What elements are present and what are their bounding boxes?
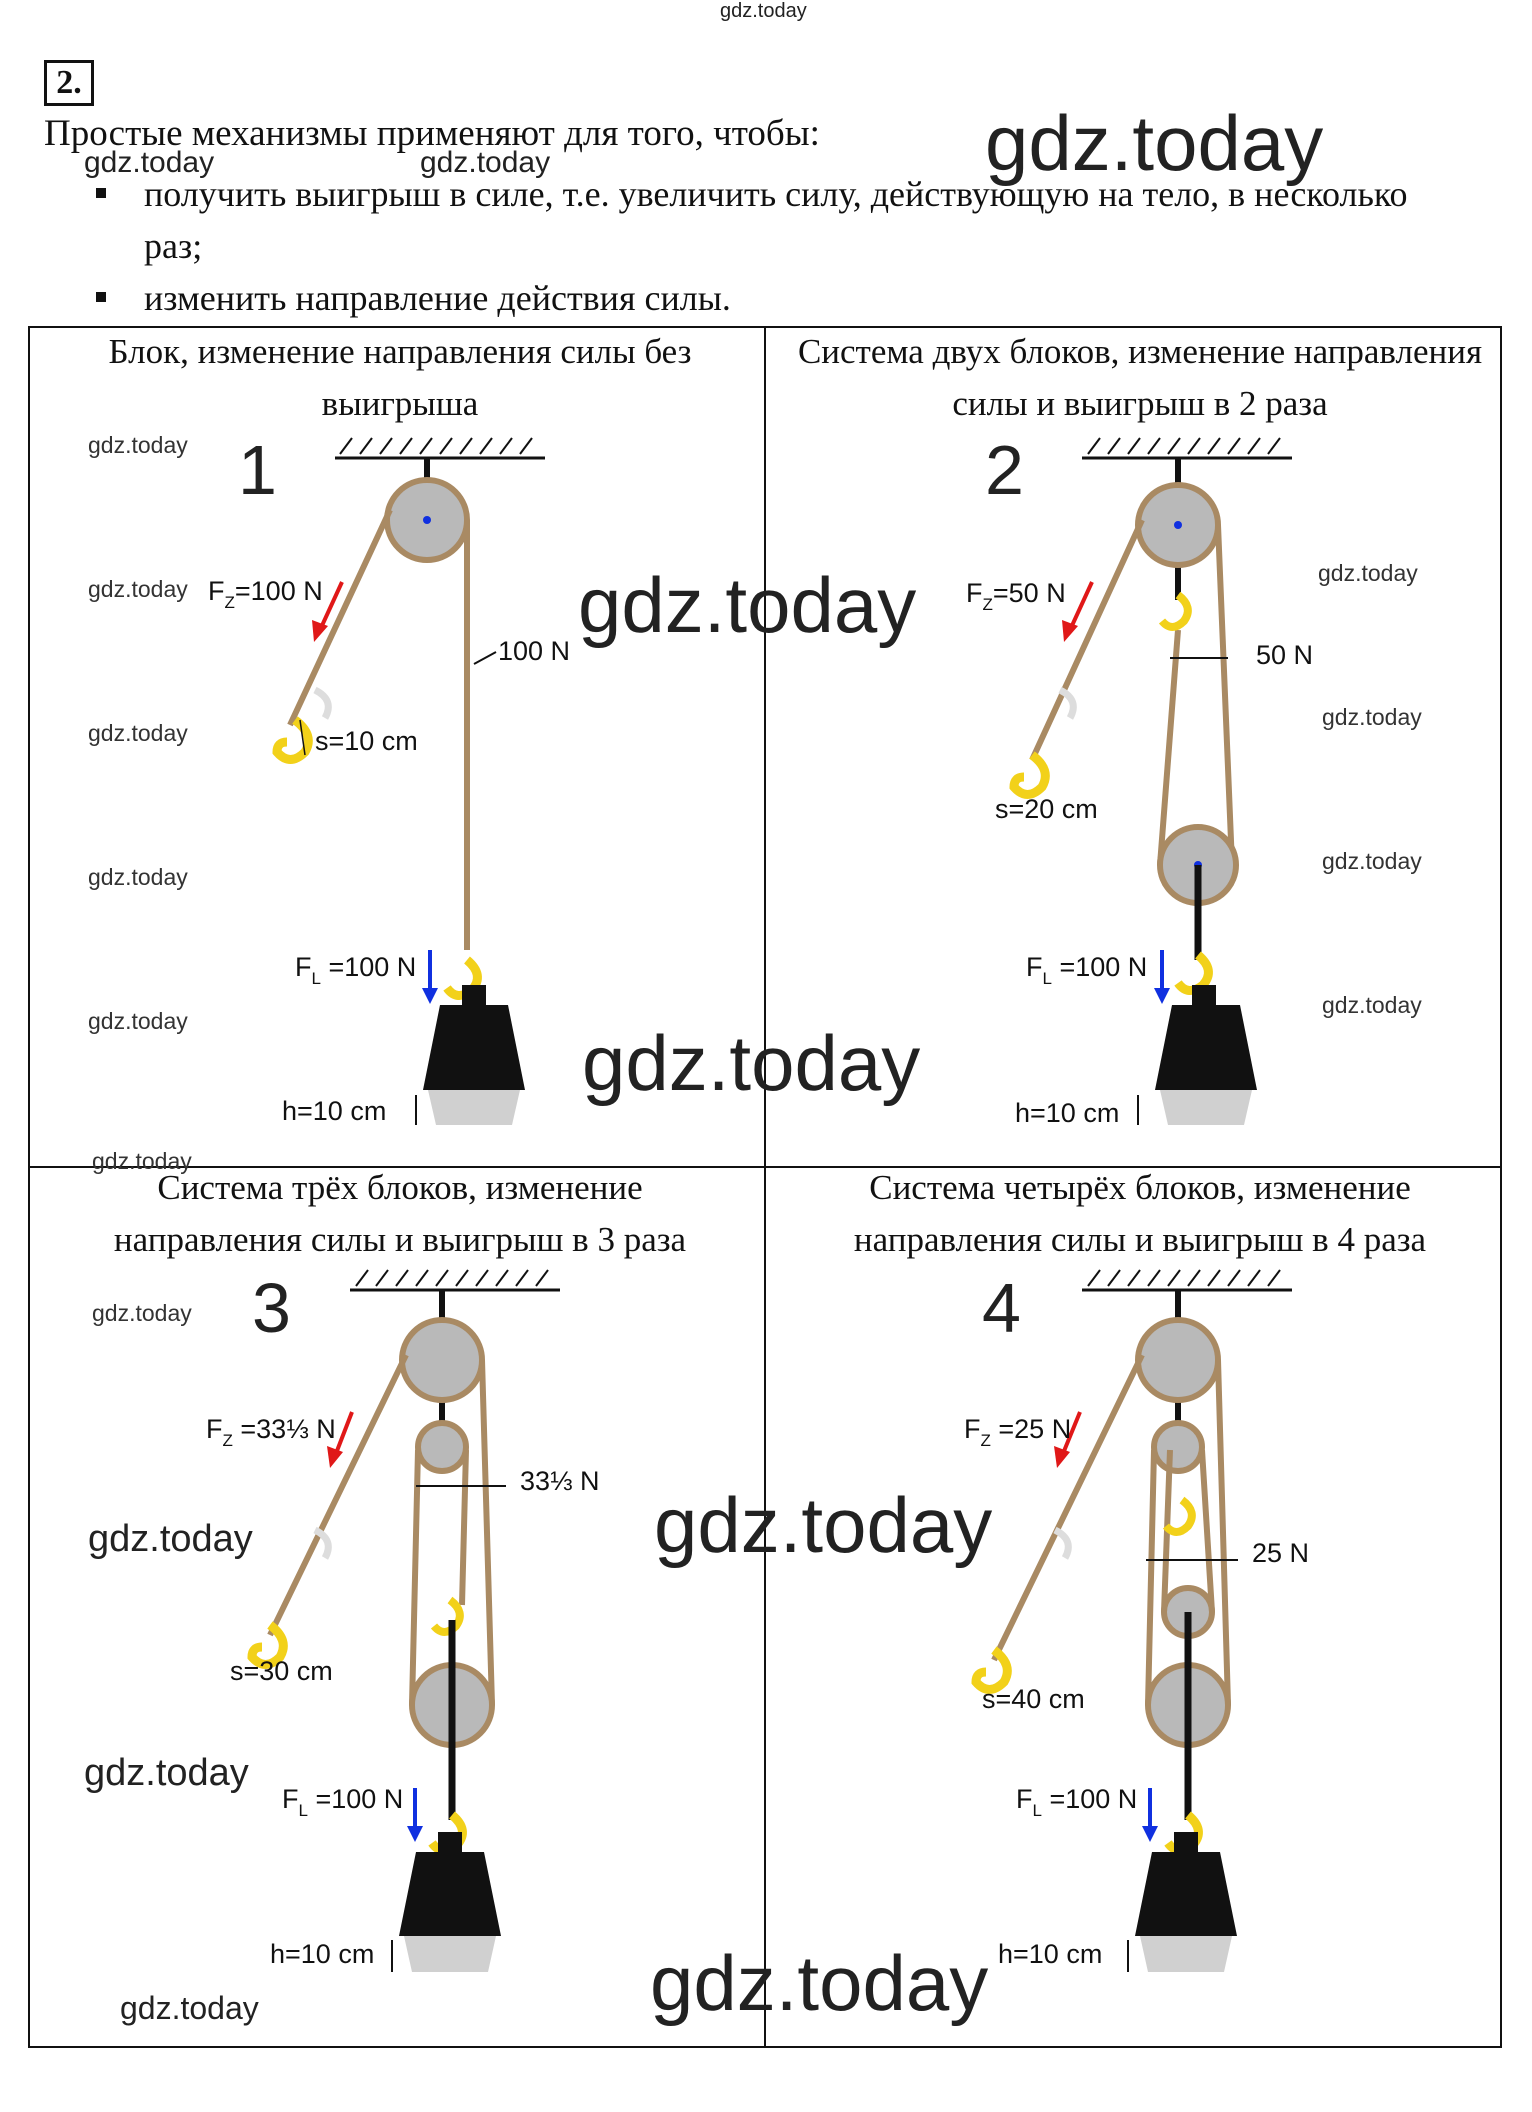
pulley-fixed: [402, 1320, 482, 1400]
watermark: gdz.today: [1322, 992, 1422, 1018]
panel-2-rope-label: 50 N: [1256, 640, 1314, 670]
panel-1-h-label: h=10 cm: [282, 1096, 387, 1126]
bullet-item-1: [96, 168, 1476, 278]
watermark: gdz.today: [1322, 704, 1422, 730]
panel-3-s-label: s=30 cm: [230, 1656, 333, 1686]
panel-3-rope-label: 33⅓ N: [520, 1466, 600, 1496]
force-arrow-red: [335, 1412, 352, 1456]
weight: [423, 1005, 525, 1090]
weight-shadow: [1140, 1936, 1232, 1972]
panel-1-fl-label: $F_L =100$ N: [295, 952, 417, 988]
rope: [994, 1355, 1228, 1705]
watermark: gdz.today: [92, 1300, 192, 1326]
hook-icon: [1014, 755, 1045, 795]
panel-3-h-label: h=10 cm: [270, 1939, 375, 1969]
panel-4-number: 4: [982, 1269, 1021, 1347]
panel-2-fl-label: $F_L =100$ N: [1026, 952, 1148, 988]
bullet-marker: [96, 292, 106, 302]
watermark: gdz.today: [88, 432, 188, 458]
hook-icon: [1162, 595, 1188, 627]
watermark: gdz.today: [88, 864, 188, 890]
top-watermark: gdz.today: [720, 0, 807, 22]
bullet-text: получить выигрыш в силе, т.е. увеличить силу, действующую на тело, в несколько раз;: [144, 174, 1408, 266]
panel-4-fl-label: $F_L =100$ N: [1016, 1784, 1138, 1820]
weight-shadow: [428, 1090, 520, 1125]
panel-4-title: Система четырёх блоков, изменение направления силы и выигрыш в 4 раза: [853, 1168, 1427, 1259]
task-number: 2.: [44, 60, 94, 106]
weight-shadow: [404, 1936, 496, 1972]
rope: [270, 1355, 492, 1705]
bullet-item-2: [96, 272, 1476, 328]
panel-4-h-label: h=10 cm: [998, 1939, 1103, 1969]
panel-4-s-label: s=40 cm: [982, 1684, 1085, 1714]
weight: [1135, 1852, 1237, 1936]
watermark-large: gdz.today: [578, 561, 917, 649]
panel-1-rope-label: 100 N: [498, 636, 571, 666]
panel-3-diagram: [30, 1260, 760, 2040]
hook-icon: [434, 1600, 460, 1632]
pulley-fixed-small: [418, 1423, 466, 1471]
weight-shadow: [1160, 1090, 1252, 1125]
watermark: gdz.today: [1322, 848, 1422, 874]
hook-ghost-icon: [1055, 1530, 1068, 1558]
panel-2-fz-label: $F_Z=50$ N: [966, 578, 1066, 614]
panel-1-number: 1: [238, 431, 277, 509]
weight: [1155, 1005, 1257, 1090]
watermark: gdz.today: [88, 720, 188, 746]
bullet-marker: [96, 188, 106, 198]
force-arrow-red: [1070, 582, 1092, 630]
watermark-large: gdz.today: [582, 1019, 921, 1107]
panel-2-h-label: h=10 cm: [1015, 1098, 1120, 1128]
panel-4-fz-label: $F_Z =25$ N: [964, 1414, 1072, 1450]
hook-ghost-icon: [1060, 690, 1073, 718]
panel-2-s-label: s=20 cm: [995, 794, 1098, 824]
panel-3-number: 3: [252, 1269, 291, 1347]
watermark: gdz.today: [84, 1752, 249, 1794]
pulley-fixed-small: [1154, 1423, 1202, 1471]
pulley-fixed: [1138, 1320, 1218, 1400]
watermark: gdz.today: [1318, 560, 1418, 586]
watermark: gdz.today: [88, 576, 188, 602]
panel-4-rope-label: 25 N: [1252, 1538, 1310, 1568]
panel-1-fz-label: $F_Z=100$ N: [208, 576, 323, 612]
panel-1-title: Блок, изменение направления силы без выигрыша: [108, 332, 692, 423]
watermark-large: gdz.today: [654, 1481, 993, 1569]
watermark-header-small-1: gdz.today: [84, 146, 215, 179]
watermark: gdz.today: [88, 1008, 188, 1034]
bullet-text: изменить направление действия силы.: [144, 278, 731, 318]
panel-1-s-label: s=10 cm: [315, 726, 418, 756]
hook-ghost-icon: [315, 690, 328, 718]
watermark: gdz.today: [88, 1518, 253, 1560]
watermark-large: gdz.today: [650, 1939, 989, 2027]
watermark: gdz.today: [92, 1148, 192, 1174]
panel-3-fz-label: $F_Z$ =33⅓ N: [206, 1414, 336, 1450]
intro-text: Простые механизмы применяют для того, чтобы:: [44, 113, 820, 154]
panel-4-diagram: [770, 1260, 1500, 2040]
panel-3-title: Система трёх блоков, изменение направления силы и выигрыш в 3 раза: [113, 1168, 687, 1259]
panel-2-number: 2: [985, 431, 1024, 509]
watermark-header-small-2: gdz.today: [420, 146, 551, 179]
watermark-header: gdz.today: [985, 99, 1324, 187]
panel-2-title: Система двух блоков, изменение направления силы и выигрыш в 2 раза: [797, 332, 1483, 423]
panel-3-fl-label: $F_L =100$ N: [282, 1784, 404, 1820]
weight: [399, 1852, 501, 1936]
watermark: gdz.today: [120, 1990, 259, 2026]
